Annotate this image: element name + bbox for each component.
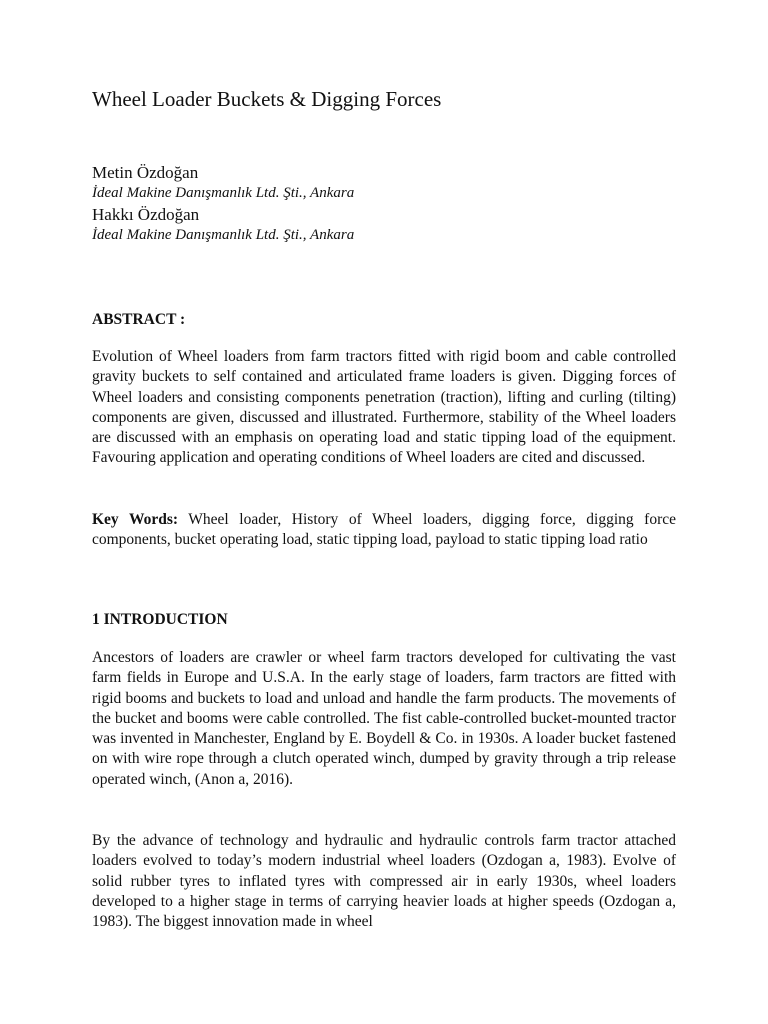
abstract-text: Evolution of Wheel loaders from farm tractors fitted with rigid boom and cable controlled gravity buckets to self contained and articulated frame loaders is given. Digging forces of Wheel loaders and consisting components penetration (traction), lifting and curling (tilting) components are given, discussed and illustrated. Furthermore, stability of the Wheel loaders are discussed with an emphasis on operating load and static tipping load of the equipment. Favouring application and operating conditions of Wheel loaders are cited and discussed. — [92, 348, 676, 467]
section-heading: 1 INTRODUCTION — [92, 611, 228, 628]
author-affiliation: İdeal Makine Danışmanlık Ltd. Şti., Ankara — [92, 185, 355, 201]
author-name: Hakkı Özdoğan — [92, 205, 200, 224]
author-affiliation: İdeal Makine Danışmanlık Ltd. Şti., Ankara — [92, 227, 355, 243]
body-paragraph: Ancestors of loaders are crawler or wheel farm tractors developed for cultivating the vast farm fields in Europe and U.S.A. In the early stage of loaders, farm tractors are fitted with rigid booms and buckets to load and unload and handle the farm products. The movements of the bucket and booms were cable controlled. The fist cable-controlled bucket-mounted tractor was invented in Manchester, England by E. Boydell & Co. in 1930s. A loader bucket fastened on with wire rope through a clutch operated winch, dumped by gravity through a trip release operated winch, (Anon a, 2016). — [92, 649, 676, 788]
keywords-paragraph — [92, 510, 676, 551]
paper-title: Wheel Loader Buckets & Digging Forces — [92, 87, 442, 111]
keywords-text: Wheel loader, History of Wheel loaders, digging force, digging force components, bucket operating load, static tipping load, payload to static tipping load ratio — [92, 511, 676, 549]
keywords-label: Key Words: — [92, 511, 179, 528]
abstract-heading: ABSTRACT : — [92, 311, 186, 328]
body-paragraph: By the advance of technology and hydraulic and hydraulic controls farm tractor attached loaders evolved to today’s modern industrial wheel loaders (Ozdogan a, 1983). Evolve of solid rubber tyres to inflated tyres with compressed air in early 1930s, wheel loaders developed to a higher stage in terms of carrying heavier loads at higher speeds (Ozdogan a, 1983). The biggest innovation made in wheel — [92, 832, 676, 931]
author-name: Metin Özdoğan — [92, 163, 199, 182]
